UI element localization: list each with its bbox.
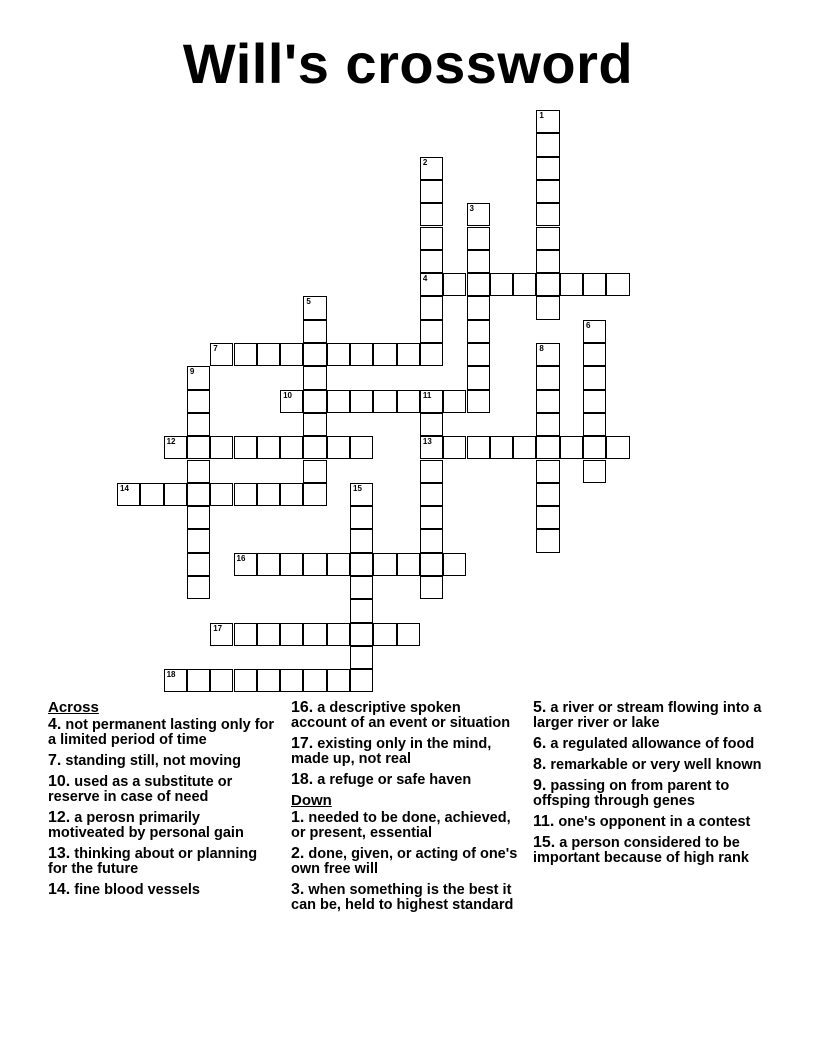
grid-cell[interactable] — [257, 669, 280, 692]
grid-cell[interactable] — [536, 110, 559, 133]
grid-cell[interactable] — [164, 436, 187, 459]
grid-cell[interactable] — [467, 250, 490, 273]
grid-cell[interactable] — [303, 669, 326, 692]
grid-cell[interactable] — [397, 553, 420, 576]
clue-number: 8. — [533, 756, 547, 773]
grid-cell[interactable] — [350, 483, 373, 506]
clue-number-label: 4 — [422, 274, 428, 284]
grid-cell[interactable] — [420, 180, 443, 203]
clue-down-1 — [291, 810, 519, 841]
grid-cell[interactable] — [303, 436, 326, 459]
grid-cell[interactable] — [234, 436, 257, 459]
grid-cell[interactable] — [373, 623, 396, 646]
grid-cell[interactable] — [583, 320, 606, 343]
clue-across-17 — [291, 736, 519, 767]
clue-text: thinking about or planning for the future — [48, 846, 258, 877]
grid-cell[interactable] — [280, 553, 303, 576]
grid-cell[interactable] — [443, 436, 466, 459]
grid-cell[interactable] — [210, 483, 233, 506]
grid-cell[interactable] — [467, 436, 490, 459]
clue-text: remarkable or very well known — [550, 757, 762, 773]
grid-cell[interactable] — [280, 623, 303, 646]
grid-cell[interactable] — [420, 157, 443, 180]
grid-cell[interactable] — [350, 390, 373, 413]
grid-cell[interactable] — [280, 343, 303, 366]
grid-cell[interactable] — [234, 343, 257, 366]
grid-cell[interactable] — [536, 529, 559, 552]
grid-cell[interactable] — [583, 460, 606, 483]
grid-cell[interactable] — [234, 669, 257, 692]
grid-cell[interactable] — [303, 623, 326, 646]
clue-text: a perosn primarily motiveated by personal gain — [48, 810, 244, 841]
grid-cell[interactable] — [280, 436, 303, 459]
grid-cell[interactable] — [467, 296, 490, 319]
grid-cell[interactable] — [583, 273, 606, 296]
grid-cell[interactable] — [187, 413, 210, 436]
grid-cell[interactable] — [280, 483, 303, 506]
grid-cell[interactable] — [467, 366, 490, 389]
grid-cell[interactable] — [467, 343, 490, 366]
grid-cell[interactable] — [350, 669, 373, 692]
grid-cell[interactable] — [280, 390, 303, 413]
grid-cell[interactable] — [536, 366, 559, 389]
clue-number: 2. — [291, 845, 305, 862]
clue-number-label: 6 — [586, 320, 591, 330]
clue-text: passing on from parent to offsping through genes — [533, 778, 730, 809]
clue-number: 10. — [48, 773, 71, 790]
grid-cell[interactable] — [583, 413, 606, 436]
clue-number-label: 13 — [422, 437, 432, 447]
grid-cell[interactable] — [303, 366, 326, 389]
clue-number: 11. — [533, 813, 555, 830]
page-title: Will's crossword — [182, 32, 634, 95]
grid-cell[interactable] — [350, 506, 373, 529]
grid-cell[interactable] — [583, 436, 606, 459]
grid-cell[interactable] — [467, 273, 490, 296]
grid-cell[interactable] — [327, 343, 350, 366]
clue-across-4 — [48, 717, 280, 748]
grid-cell[interactable] — [420, 390, 443, 413]
grid-cell[interactable] — [303, 296, 326, 319]
clue-down-2 — [291, 846, 519, 877]
clue-number-label: 15 — [353, 483, 362, 493]
clue-text: existing only in the mind, made up, not real — [291, 736, 492, 767]
grid-cell[interactable] — [443, 553, 466, 576]
clue-text: a descriptive spoken account of an event or situation — [291, 700, 511, 731]
clue-text: a river or stream flowing into a larger river or lake — [533, 700, 762, 731]
grid-cell[interactable] — [420, 250, 443, 273]
clues-column-1 — [48, 700, 280, 903]
down-heading: Down — [291, 792, 332, 809]
grid-cell[interactable] — [257, 623, 280, 646]
grid-cell[interactable] — [373, 390, 396, 413]
grid-cell[interactable] — [420, 227, 443, 250]
grid-cell[interactable] — [536, 483, 559, 506]
across-heading: Across — [48, 699, 99, 716]
grid-cell[interactable] — [210, 623, 233, 646]
grid-cell[interactable] — [327, 669, 350, 692]
grid-cell[interactable] — [536, 157, 559, 180]
clue-number-label: 14 — [120, 483, 129, 493]
grid-cell[interactable] — [606, 273, 629, 296]
grid-cell[interactable] — [140, 483, 163, 506]
grid-cell[interactable] — [350, 529, 373, 552]
grid-cell[interactable] — [536, 436, 559, 459]
grid-cell[interactable] — [187, 669, 210, 692]
clue-across-12 — [48, 810, 280, 841]
clue-number-label: 3 — [469, 204, 474, 214]
grid-cell[interactable] — [536, 506, 559, 529]
grid-cell[interactable] — [420, 553, 443, 576]
grid-cell[interactable] — [327, 553, 350, 576]
grid-cell[interactable] — [187, 460, 210, 483]
grid-cell[interactable] — [164, 669, 187, 692]
clue-across-14 — [48, 882, 280, 898]
grid-cell[interactable] — [303, 390, 326, 413]
clue-number: 7. — [48, 752, 62, 769]
grid-cell[interactable] — [234, 483, 257, 506]
clue-text: a refuge or safe haven — [317, 772, 472, 788]
grid-cell[interactable] — [560, 273, 583, 296]
clues-column-2 — [291, 700, 519, 918]
grid-cell[interactable] — [536, 343, 559, 366]
clue-number: 4. — [48, 716, 62, 733]
grid-cell[interactable] — [350, 553, 373, 576]
grid-cell[interactable] — [373, 553, 396, 576]
grid-cell[interactable] — [210, 436, 233, 459]
clue-number-label: 10 — [283, 390, 292, 400]
grid-cell[interactable] — [420, 460, 443, 483]
clue-number: 6. — [533, 735, 547, 752]
clue-text: one's opponent in a contest — [558, 814, 751, 830]
grid-cell[interactable] — [536, 390, 559, 413]
clue-number-label: 8 — [539, 344, 544, 353]
grid-cell[interactable] — [467, 390, 490, 413]
grid-cell[interactable] — [187, 390, 210, 413]
grid-cell[interactable] — [187, 483, 210, 506]
grid-cell[interactable] — [536, 203, 559, 226]
grid-cell[interactable] — [536, 227, 559, 250]
grid-cell[interactable] — [303, 553, 326, 576]
clue-number: 12. — [48, 809, 71, 826]
grid-cell[interactable] — [467, 320, 490, 343]
grid-cell[interactable] — [536, 133, 559, 156]
clue-number: 3. — [291, 881, 305, 898]
grid-cell[interactable] — [350, 436, 373, 459]
grid-cell[interactable] — [583, 366, 606, 389]
grid-cell[interactable] — [397, 390, 420, 413]
grid-cell[interactable] — [303, 460, 326, 483]
clue-down-9 — [533, 778, 773, 809]
clue-text: done, given, or acting of one's own free will — [291, 846, 518, 877]
clue-down-5 — [533, 700, 773, 731]
grid-cell[interactable] — [536, 180, 559, 203]
grid-cell[interactable] — [513, 436, 536, 459]
grid-cell[interactable] — [443, 390, 466, 413]
clue-number-label: 1 — [539, 111, 544, 120]
grid-cell[interactable] — [210, 669, 233, 692]
clue-number: 17. — [291, 735, 314, 752]
clue-text: needed to be done, achieved, or present, essential — [291, 810, 511, 841]
grid-cell[interactable] — [373, 343, 396, 366]
grid-cell[interactable] — [420, 483, 443, 506]
clue-across-7 — [48, 753, 280, 769]
grid-cell[interactable] — [257, 343, 280, 366]
grid-cell[interactable] — [303, 483, 326, 506]
grid-cell[interactable] — [257, 436, 280, 459]
clues-column-3 — [533, 700, 773, 871]
grid-cell[interactable] — [327, 390, 350, 413]
grid-cell[interactable] — [420, 529, 443, 552]
clue-text: a person considered to be important because of high rank — [533, 835, 749, 866]
grid-cell[interactable] — [420, 273, 443, 296]
clue-across-10 — [48, 774, 280, 805]
grid-cell[interactable] — [303, 343, 326, 366]
clue-number-label: 12 — [166, 437, 176, 447]
clue-number-label: 16 — [236, 553, 246, 563]
grid-cell[interactable] — [303, 413, 326, 436]
grid-cell[interactable] — [513, 273, 536, 296]
grid-cell[interactable] — [420, 413, 443, 436]
grid-cell[interactable] — [210, 343, 233, 366]
grid-cell[interactable] — [420, 203, 443, 226]
grid-cell[interactable] — [350, 599, 373, 622]
clue-number: 13. — [48, 845, 71, 862]
grid-cell[interactable] — [583, 390, 606, 413]
clue-down-3 — [291, 882, 519, 913]
grid-cell[interactable] — [420, 296, 443, 319]
clue-number-label: 11 — [422, 390, 432, 400]
grid-cell[interactable] — [420, 320, 443, 343]
clue-number: 14. — [48, 881, 71, 898]
grid-cell[interactable] — [350, 343, 373, 366]
clue-number: 5. — [533, 699, 547, 716]
grid-cell[interactable] — [164, 483, 187, 506]
clue-text: standing still, not moving — [65, 753, 241, 769]
clue-number-label: 18 — [166, 670, 176, 680]
clue-text: a regulated allowance of food — [550, 736, 755, 752]
grid-cell[interactable] — [443, 273, 466, 296]
clue-number: 1. — [291, 809, 305, 826]
clue-number-label: 2 — [422, 157, 428, 167]
grid-cell[interactable] — [257, 483, 280, 506]
grid-cell[interactable] — [257, 553, 280, 576]
clue-down-8 — [533, 757, 773, 773]
grid-cell[interactable] — [420, 436, 443, 459]
grid-cell[interactable] — [187, 576, 210, 599]
grid-cell[interactable] — [280, 669, 303, 692]
grid-cell[interactable] — [350, 623, 373, 646]
clue-down-15 — [533, 835, 773, 866]
grid-cell[interactable] — [397, 623, 420, 646]
grid-cell[interactable] — [234, 623, 257, 646]
clue-number-label: 5 — [306, 297, 311, 307]
grid-cell[interactable] — [327, 623, 350, 646]
grid-cell[interactable] — [187, 529, 210, 552]
grid-cell[interactable] — [490, 273, 513, 296]
grid-cell[interactable] — [117, 483, 140, 506]
grid-cell[interactable] — [606, 436, 629, 459]
grid-cell[interactable] — [490, 436, 513, 459]
clue-number-label: 7 — [213, 344, 218, 353]
clue-text: used as a substitute or reserve in case of need — [48, 774, 233, 805]
clue-number: 16. — [291, 699, 314, 716]
grid-cell[interactable] — [187, 553, 210, 576]
grid-cell[interactable] — [467, 203, 490, 226]
clue-across-18 — [291, 772, 519, 788]
grid-cell[interactable] — [536, 460, 559, 483]
grid-cell[interactable] — [420, 576, 443, 599]
grid-cell[interactable] — [420, 343, 443, 366]
clue-number-label: 17 — [213, 623, 223, 633]
clue-down-6 — [533, 736, 773, 752]
grid-cell[interactable] — [350, 646, 373, 669]
grid-cell[interactable] — [536, 273, 559, 296]
grid-cell[interactable] — [397, 343, 420, 366]
clue-down-11 — [533, 814, 773, 830]
grid-cell[interactable] — [187, 436, 210, 459]
clue-text: fine blood vessels — [74, 882, 200, 898]
clue-number: 18. — [291, 771, 314, 788]
grid-cell[interactable] — [536, 250, 559, 273]
grid-cell[interactable] — [583, 343, 606, 366]
grid-cell[interactable] — [303, 320, 326, 343]
grid-cell[interactable] — [536, 413, 559, 436]
grid-cell[interactable] — [467, 227, 490, 250]
grid-cell[interactable] — [350, 576, 373, 599]
clue-text: when something is the best it can be, held to highest standard — [291, 882, 514, 913]
clue-across-13 — [48, 846, 280, 877]
clue-number: 9. — [533, 777, 547, 794]
grid-cell[interactable] — [187, 366, 210, 389]
clue-number-label: 9 — [189, 367, 195, 377]
grid-cell[interactable] — [420, 506, 443, 529]
clue-across-16 — [291, 700, 519, 731]
grid-cell[interactable] — [187, 506, 210, 529]
clue-number: 15. — [533, 834, 556, 851]
grid-cell[interactable] — [327, 436, 350, 459]
clue-text: not permanent lasting only for a limited period of time — [48, 717, 275, 748]
grid-cell[interactable] — [234, 553, 257, 576]
grid-cell[interactable] — [560, 436, 583, 459]
grid-cell[interactable] — [536, 296, 559, 319]
